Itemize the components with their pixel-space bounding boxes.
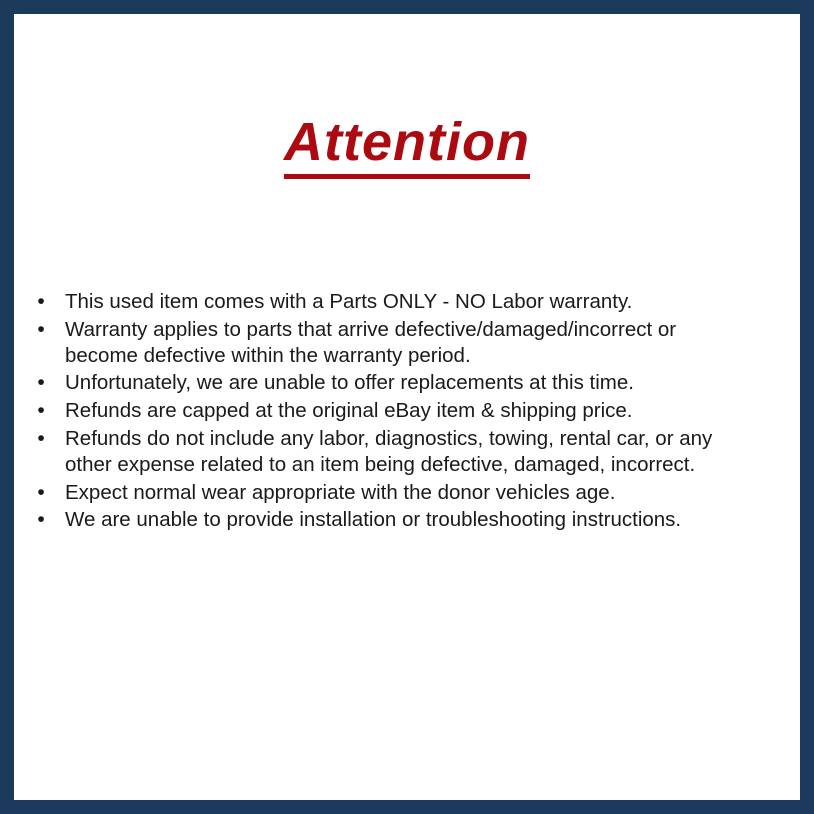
bullet-point-icon: • (37, 480, 45, 504)
list-item-text: Refunds do not include any labor, diagnostics, towing, rental car, or any other expense related to an item being defective, damaged, incorrect. (65, 427, 713, 477)
bullet-point-icon: • (37, 399, 45, 423)
list-item (17, 398, 773, 425)
list-item (17, 289, 773, 316)
list-item-text: Expect normal wear appropriate with the donor vehicles age. (65, 480, 616, 504)
list-item (17, 426, 773, 478)
page-title-text: Attention (284, 113, 530, 179)
list-item (17, 507, 773, 534)
list-item-text: This used item comes with a Parts ONLY - NO Labor warranty. (65, 290, 633, 313)
bullet-point-icon: • (37, 317, 45, 341)
policy-bullet-list (17, 289, 797, 535)
list-item (17, 480, 773, 507)
list-item-text: Unfortunately, we are unable to offer replacements at this time. (65, 371, 634, 395)
bullet-point-icon: • (37, 508, 45, 532)
list-item (17, 317, 773, 369)
list-item-text: We are unable to provide installation or troubleshooting instructions. (65, 508, 682, 532)
list-item-text: Warranty applies to parts that arrive defective/damaged/incorrect or become defective within the warranty period. (65, 317, 677, 368)
page-title (17, 113, 797, 179)
bullet-point-icon: • (37, 427, 45, 451)
list-item (17, 370, 773, 397)
list-item-text: Refunds are capped at the original eBay item & shipping price. (65, 399, 633, 423)
bullet-point-icon: • (37, 371, 45, 395)
bullet-point-icon: • (37, 290, 45, 313)
notice-content-area (14, 14, 800, 800)
